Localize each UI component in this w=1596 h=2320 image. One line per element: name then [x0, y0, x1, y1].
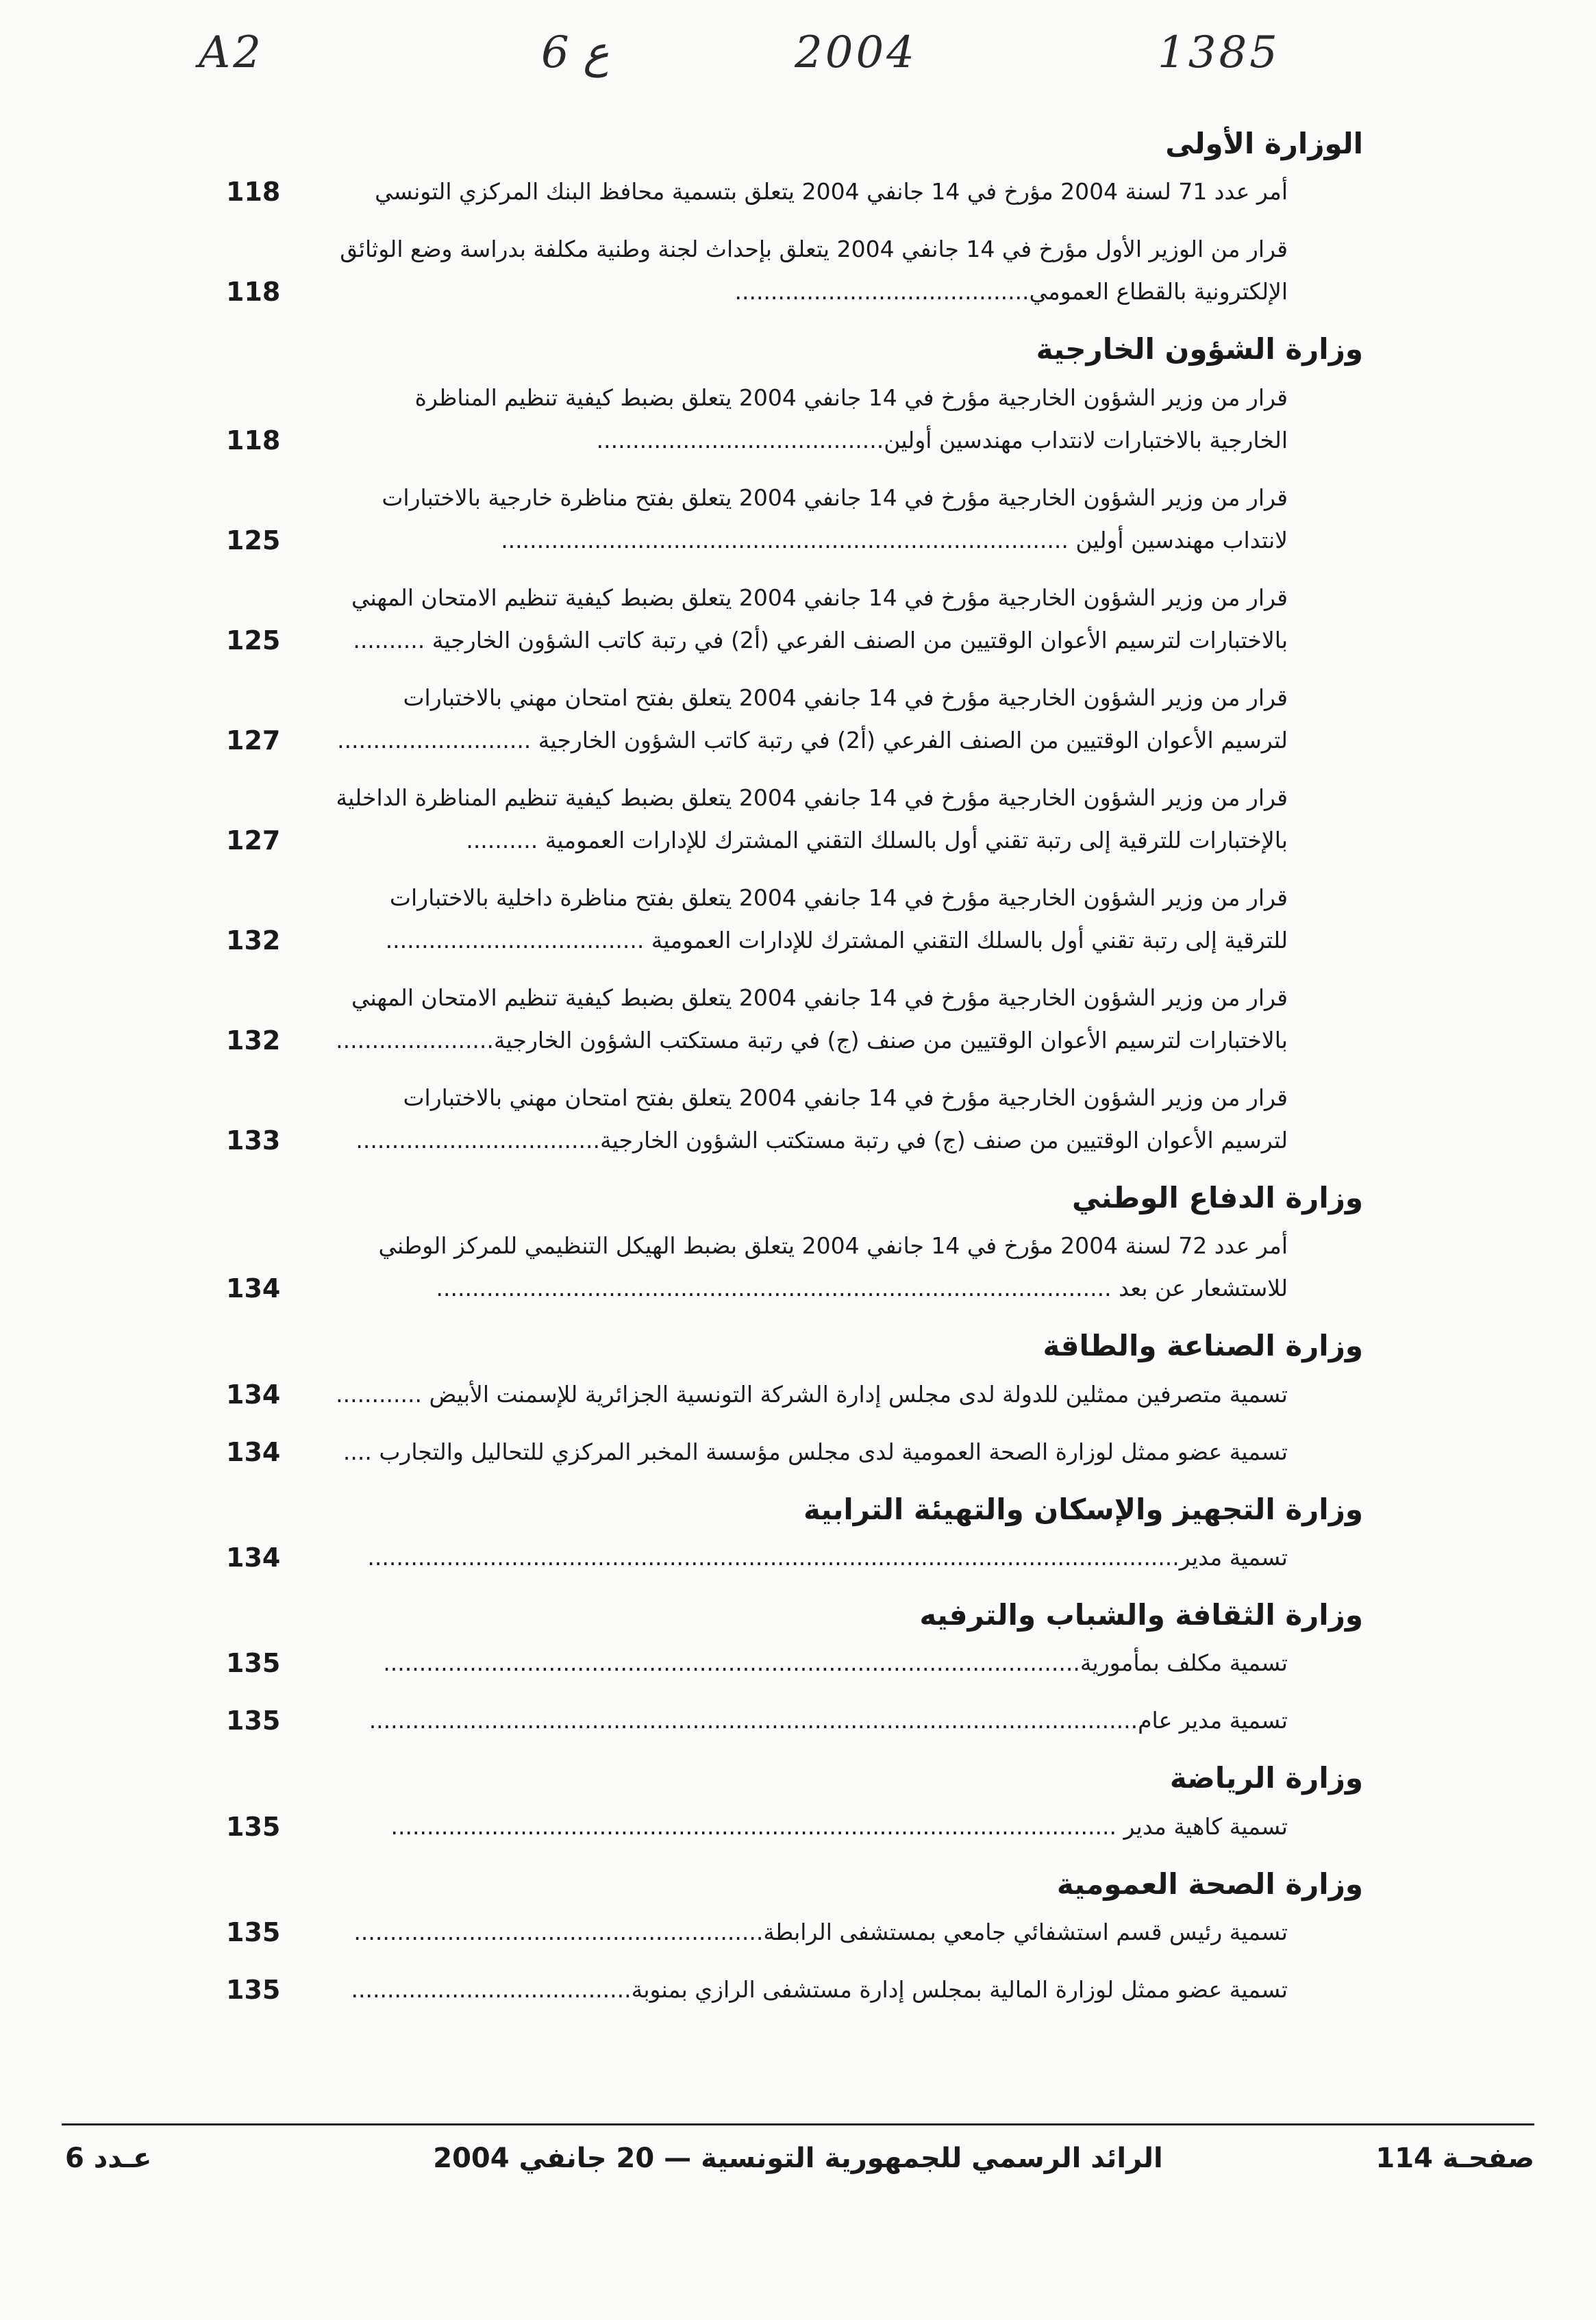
footer-issue-number: عـدد 6: [65, 2143, 152, 2174]
toc-entry-page: 127: [226, 825, 281, 856]
ministry-heading: الوزارة الأولى: [1165, 127, 1363, 160]
toc-entry-page: 127: [226, 725, 281, 756]
toc-entry-text: قرار من وزير الشؤون الخارجية مؤرخ في 14 جانفي 2004 يتعلق بفتح مناظرة داخلية بالاختبارات للترقية إلى رتبة تقني أول بالسلك التقني المشترك للإدارات العمومية ....................................: [385, 884, 1288, 953]
toc-entry-page: 134: [226, 1436, 281, 1467]
toc-entry-text: تسمية متصرفين ممثلين للدولة لدى مجلس إدارة الشركة التونسية الجزائرية للإسمنت الأبيض ............: [336, 1380, 1288, 1408]
toc-entry: [226, 1225, 1363, 1310]
toc-entry: [226, 377, 1363, 462]
toc-entry-page: 125: [226, 625, 281, 656]
toc-entry: [226, 171, 1363, 213]
ministry-heading: وزارة الدفاع الوطني: [1072, 1180, 1363, 1214]
handwritten-note: 6 ع: [541, 27, 610, 78]
toc-entry: [226, 1077, 1363, 1162]
toc-entry-text: تسمية عضو ممثل لوزارة الصحة العمومية لدى مجلس مؤسسة المخبر المركزي للتحاليل والتجارب ....: [342, 1438, 1288, 1465]
toc-entry-page: 125: [226, 525, 281, 556]
toc-entry-page: 135: [226, 1811, 281, 1842]
toc-entry-page: 134: [226, 1542, 281, 1573]
toc-entry: [226, 577, 1363, 662]
toc-entry: [226, 1911, 1363, 1954]
footer-divider: [62, 2123, 1534, 2125]
toc-entry-page: 133: [226, 1125, 281, 1156]
toc-entry-page: 134: [226, 1273, 281, 1304]
toc-entry-page: 118: [226, 277, 281, 308]
toc-entry: [226, 477, 1363, 562]
toc-entry-page: 132: [226, 925, 281, 956]
toc-entry-text: قرار من وزير الشؤون الخارجية مؤرخ في 14 جانفي 2004 يتعلق بفتح امتحان مهني بالاختبارات لترسيم الأعوان الوقتيين من الصنف الفرعي (أ2) في رتبة كاتب الشؤون الخارجية ...........................: [337, 684, 1288, 753]
ministry-heading: وزارة التجهيز والإسكان والتهيئة الترابية: [803, 1492, 1363, 1526]
toc-entry-text: أمر عدد 71 لسنة 2004 مؤرخ في 14 جانفي 2004 يتعلق بتسمية محافظ البنك المركزي التونسي: [375, 178, 1288, 205]
toc-entry-page: 132: [226, 1025, 281, 1056]
toc-entry-page: 135: [226, 1648, 281, 1679]
toc-entry: [226, 1373, 1363, 1416]
toc-entry-text: قرار من وزير الشؤون الخارجية مؤرخ في 14 جانفي 2004 يتعلق بفتح مناظرة خارجية بالاختبارات لانتداب مهندسين أولين ...............................................................................: [382, 484, 1288, 553]
toc-entry-page: 118: [226, 177, 281, 208]
toc-entry-text: قرار من وزير الشؤون الخارجية مؤرخ في 14 جانفي 2004 يتعلق بضبط كيفية تنظيم المناظرة الخارجية بالاختبارات لانتداب مهندسين أولين........................................: [414, 384, 1288, 453]
toc-entry-page: 118: [226, 425, 281, 456]
toc-entry-text: تسمية مدير.................................................................................................................: [367, 1543, 1288, 1571]
toc-entry: [226, 1806, 1363, 1848]
toc-entry-text: تسمية مدير عام...........................................................................................................: [369, 1707, 1288, 1734]
footer-publication: الرائد الرسمي للجمهورية التونسية — 20 جانفي 2004: [433, 2143, 1163, 2174]
toc-entry: [226, 877, 1363, 962]
toc-entry-text: تسمية مكلف بمأمورية.................................................................................................: [383, 1649, 1288, 1677]
ministry-heading: وزارة الرياضة: [1169, 1761, 1363, 1795]
handwritten-note: 1385: [1158, 27, 1280, 78]
toc-entry-text: تسمية رئيس قسم استشفائي جامعي بمستشفى الرابطة.........................................................: [353, 1919, 1288, 1946]
toc-entry-page: 135: [226, 1706, 281, 1736]
toc-entry-page: 135: [226, 1975, 281, 2006]
toc-entry-text: أمر عدد 72 لسنة 2004 مؤرخ في 14 جانفي 2004 يتعلق بضبط الهيكل التنظيمي للمركز الوطني للاستشعار عن بعد ..............................................................................................: [378, 1232, 1288, 1302]
table-of-contents: [226, 127, 1363, 2026]
toc-entry-text: قرار من وزير الشؤون الخارجية مؤرخ في 14 جانفي 2004 يتعلق بضبط كيفية تنظيم المناظرة الداخلية بالإختبارات للترقية إلى رتبة تقني أول بالسلك التقني المشترك للإدارات العمومية ..........: [336, 784, 1288, 853]
toc-entry-text: قرار من وزير الشؤون الخارجية مؤرخ في 14 جانفي 2004 يتعلق بفتح امتحان مهني بالاختبارات لترسيم الأعوان الوقتيين من صنف (ج) في رتبة مستكتب الشؤون الخارجية..................................: [356, 1084, 1288, 1153]
toc-entry-text: قرار من وزير الشؤون الخارجية مؤرخ في 14 جانفي 2004 يتعلق بضبط كيفية تنظيم الامتحان المهني بالاختبارات لترسيم الأعوان الوقتيين من الصنف الفرعي (أ2) في رتبة كاتب الشؤون الخارجية ..........: [351, 584, 1288, 653]
ministry-heading: وزارة الصحة العمومية: [1056, 1867, 1363, 1901]
toc-entry: [226, 1431, 1363, 1473]
toc-entry: [226, 1536, 1363, 1579]
toc-entry: [226, 1699, 1363, 1742]
toc-entry-page: 134: [226, 1379, 281, 1410]
ministry-heading: وزارة الصناعة والطاقة: [1043, 1329, 1363, 1363]
toc-entry: [226, 1642, 1363, 1684]
handwritten-note: A2: [199, 27, 264, 78]
footer-page-number: صفحـة 114: [1375, 2143, 1534, 2174]
handwritten-note: 2004: [795, 27, 917, 78]
ministry-heading: وزارة الثقافة والشباب والترفيه: [919, 1597, 1363, 1632]
toc-entry-text: تسمية عضو ممثل لوزارة المالية بمجلس إدارة مستشفى الرازي بمنوبة.......................................: [351, 1976, 1288, 2004]
toc-entry-text: قرار من الوزير الأول مؤرخ في 14 جانفي 2004 يتعلق بإحداث لجنة وطنية مكلفة بدراسة وضع الوثائق الإلكترونية بالقطاع العمومي.........................................: [340, 236, 1288, 305]
toc-entry: [226, 1969, 1363, 2011]
toc-entry: [226, 777, 1363, 862]
toc-entry-page: 135: [226, 1917, 281, 1948]
toc-entry-text: قرار من وزير الشؤون الخارجية مؤرخ في 14 جانفي 2004 يتعلق بضبط كيفية تنظيم الامتحان المهني بالاختبارات لترسيم الأعوان الوقتيين من صنف (ج) في رتبة مستكتب الشؤون الخارجية......................: [336, 984, 1288, 1053]
toc-entry: [226, 677, 1363, 762]
ministry-heading: وزارة الشؤون الخارجية: [1036, 332, 1363, 366]
toc-entry: [226, 228, 1363, 313]
toc-entry: [226, 977, 1363, 1062]
toc-entry-text: تسمية كاهية مدير .....................................................................................................: [390, 1812, 1288, 1840]
